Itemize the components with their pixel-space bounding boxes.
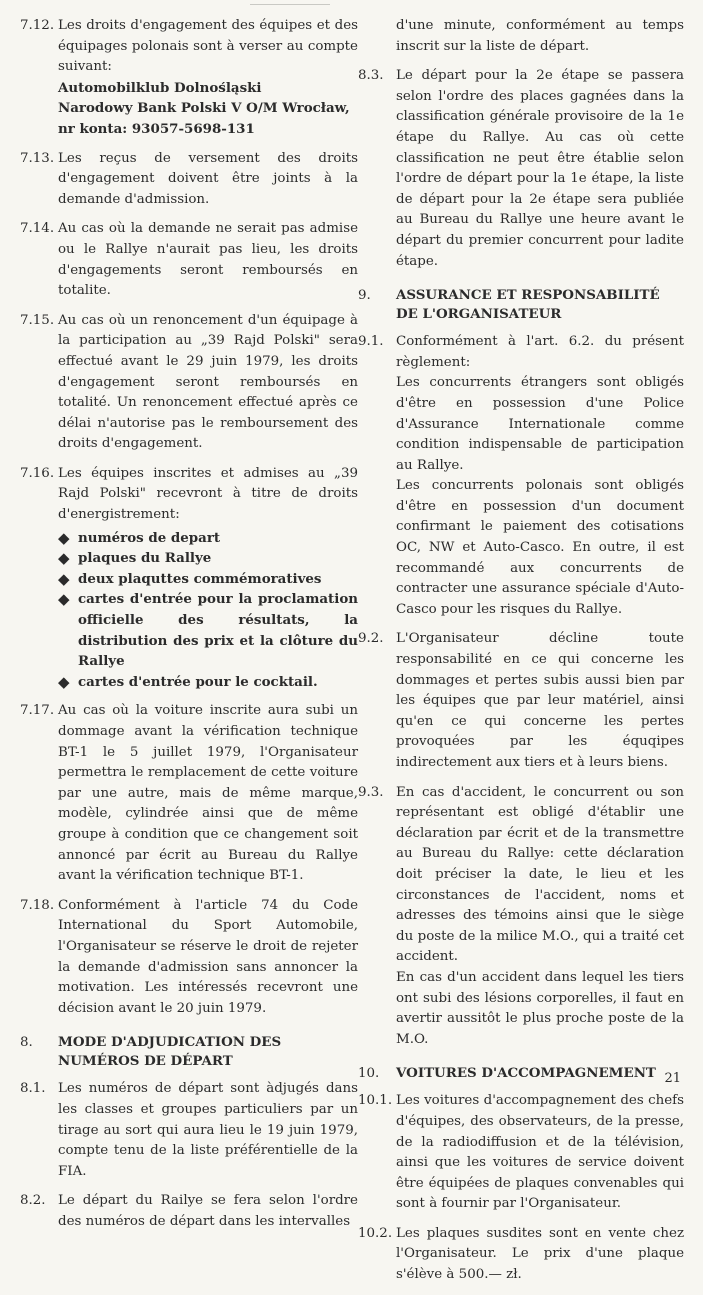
diamond-bullet-icon: ◆ — [58, 672, 70, 691]
list-item — [58, 528, 358, 549]
list-item-text: cartes d'entrée pour le cocktail. — [78, 673, 318, 690]
list-item-text: deux plaquttes commémoratives — [78, 570, 322, 587]
bank-branch: Narodowy Bank Polski V O/M Wrocław, — [58, 100, 350, 117]
section-7-16 — [20, 464, 358, 693]
section-number: 8.3. — [358, 68, 384, 84]
section-number: 10.2. — [358, 1225, 393, 1241]
section-heading-8 — [20, 1033, 358, 1071]
list-item-text: numéros de depart — [78, 529, 221, 546]
section-8-1 — [20, 1079, 358, 1182]
list-item-text: cartes d'entrée pour la proclamation officielle des résultats, la distribution des prix et la clôture du Rallye — [78, 591, 358, 670]
section-text: Les numéros de départ sont àdjugés dans les classes et groupes particuliers par un tirage au sort qui aura lieu le 19 juin 1979, compte tenu de la liste préférentielle de la FIA. — [58, 1081, 358, 1179]
section-text: d'une minute, conformément au temps inscrit sur la liste de départ. — [396, 18, 684, 54]
section-10-2 — [358, 1224, 684, 1286]
section-title: VOITURES D'ACCOMPAGNEMENT — [396, 1065, 656, 1082]
section-8-2 — [20, 1191, 358, 1232]
section-text: Conformément à l'art. 6.2. du présent règlement: — [396, 334, 684, 370]
section-heading-9 — [358, 286, 684, 324]
section-number: 9.1. — [358, 334, 384, 350]
section-9-1 — [358, 332, 684, 620]
section-10-1 — [358, 1091, 684, 1215]
section-text: Au cas où la voiture inscrite aura subi un dommage avant la vérification technique BT-1 le 5 juillet 1979, l'Organisateur permettra le remplacement de cette voiture par une autre, mais de même marque, modèle, cylindrée ainsi que de même groupe à condition que ce changement soit annoncé par écrit au Bureau du Rallye avant la vérification technique BT-1. — [58, 703, 358, 884]
section-number: 7.14. — [20, 221, 55, 237]
section-title: MODE D'ADJUDICATION DES NUMÉROS DE DÉPART — [58, 1034, 282, 1070]
entitlements-list — [58, 528, 358, 693]
section-7-15 — [20, 311, 358, 455]
section-text: Les reçus de versement des droits d'engagement doivent être joints à la demande d'admission. — [58, 150, 358, 207]
diamond-bullet-icon: ◆ — [58, 590, 70, 609]
section-text: Au cas où la demande ne serait pas admise ou le Rallye n'aurait pas lieu, les droits d'engagements seront remboursés en totalite. — [58, 221, 358, 299]
section-9-2 — [358, 629, 684, 773]
top-rule — [250, 4, 330, 5]
section-text: Les plaques susdites sont en vente chez l'Organisateur. Le prix d'une plaque s'élève à 500.— zł. — [396, 1225, 684, 1283]
section-number: 9. — [358, 288, 371, 304]
diamond-bullet-icon: ◆ — [58, 528, 70, 547]
section-text: Le départ du Railye se fera selon l'ordre des numéros de départ dans les intervalles — [58, 1193, 358, 1229]
section-number: 10. — [358, 1066, 380, 1082]
section-text: Conformément à l'article 74 du Code International du Sport Automobile, l'Organisateur se réserve le droit de rejeter la demande d'admission sans annoncer la motivation. Les intéressés recevront une décision avant le 20 juin 1979. — [58, 897, 358, 1016]
section-text: En cas d'un accident dans lequel les tiers ont subi des lésions corporelles, il faut en avertir aussitôt le plus proche poste de la M.O. — [396, 969, 684, 1047]
left-column — [20, 16, 358, 1241]
list-item-text: plaques du Rallye — [78, 550, 212, 567]
section-9-3 — [358, 783, 684, 1051]
section-text: Les voitures d'accompagnement des chefs d'équipes, des observateurs, de la presse, de la radiodiffusion et de la télévision, ainsi que les voitures de service doivent être équipées de plaques convenables qui sont à fournir par l'Organisateur. — [396, 1093, 684, 1212]
section-text: Les concurrents étrangers sont obligés d'être en possession d'une Police d'Assurance Internationale comme condition indispensable de participation au Rallye. — [396, 375, 684, 473]
section-number: 8.1. — [20, 1081, 46, 1097]
section-number: 7.15. — [20, 312, 55, 328]
section-7-17 — [20, 701, 358, 886]
section-number: 9.3. — [358, 784, 384, 800]
section-7-12 — [20, 16, 358, 140]
section-number: 7.18. — [20, 897, 55, 913]
list-item — [58, 589, 358, 671]
section-8-3 — [358, 66, 684, 272]
bank-account: nr konta: 93057-5698-131 — [58, 120, 255, 137]
section-text: L'Organisateur décline toute responsabilité en ce qui concerne les dommages et pertes subis aussi bien par les équipes que par leur matériel, ainsi qu'en ce qui concerne les pertes provoquées par les équqipes indirectement aux tiers et à leurs biens. — [396, 631, 684, 770]
section-number: 7.16. — [20, 465, 55, 481]
section-text: Les concurrents polonais sont obligés d'être en possession d'un document confirmant le paiement des cotisations OC, NW et Auto-Casco. En outre, il est recommandé aux concurrents de contracter une assurance spéciale d'Auto-Casco pour les risques du Rallye. — [396, 478, 684, 617]
section-7-14 — [20, 219, 358, 301]
page-number: 21 — [664, 1071, 681, 1086]
diamond-bullet-icon: ◆ — [58, 569, 70, 588]
section-number: 7.13. — [20, 150, 55, 166]
section-number: 8. — [20, 1035, 33, 1051]
bank-name: Automobilklub Dolnośląski — [58, 79, 262, 96]
section-text: En cas d'accident, le concurrent ou son représentant est obligé d'établir une déclaration par écrit et de la transmettre au Bureau du Rallye: cette déclaration doit préciser la date, le lieu et les circonstances de l'accident, noms et adresses des témoins ainsi que le siège du poste de la milice M.O., qui a traité cet accident. — [396, 784, 684, 965]
section-text: Au cas où un renoncement d'un équipage à la participation au „39 Rajd Polski" sera effectué avant le 29 juin 1979, les droits d'engagement seront remboursés en totalité. Un renoncement effectué après ce délai n'autorise pas le remboursement des droits d'engagement. — [58, 312, 358, 452]
section-7-13 — [20, 149, 358, 211]
diamond-bullet-icon: ◆ — [58, 549, 70, 568]
section-number: 9.2. — [358, 631, 384, 647]
section-text: Les droits d'engagement des équipes et des équipages polonais sont à verser au compte suivant: — [58, 18, 358, 75]
list-item — [58, 569, 358, 590]
section-number: 7.12. — [20, 18, 55, 33]
section-7-18 — [20, 896, 358, 1020]
list-item — [58, 672, 358, 693]
right-column — [358, 16, 684, 1295]
section-text: Les équipes inscrites et admises au „39 Rajd Polski" recevront à titre de droits d'energistrement: — [58, 465, 358, 523]
section-8-2-continued — [358, 16, 684, 57]
section-heading-10 — [358, 1064, 684, 1083]
list-item — [58, 548, 358, 569]
section-number: 10.1. — [358, 1093, 393, 1109]
section-text: Le départ pour la 2e étape se passera selon l'ordre des places gagnées dans la classification générale provisoire de la 1e étape du Rallye. Au cas où cette classification ne peut être établie selon l'ordre de départ pour la 1e étape, la liste de départ pour la 2e étape sera publiée au Bureau du Rallye une heure avant le départ du premier concurrent pour ladite étape. — [396, 68, 684, 269]
section-title: ASSURANCE ET RESPONSABILITÉ DE L'ORGANISATEUR — [396, 287, 660, 323]
section-number: 8.2. — [20, 1193, 46, 1209]
section-number: 7.17. — [20, 703, 55, 719]
